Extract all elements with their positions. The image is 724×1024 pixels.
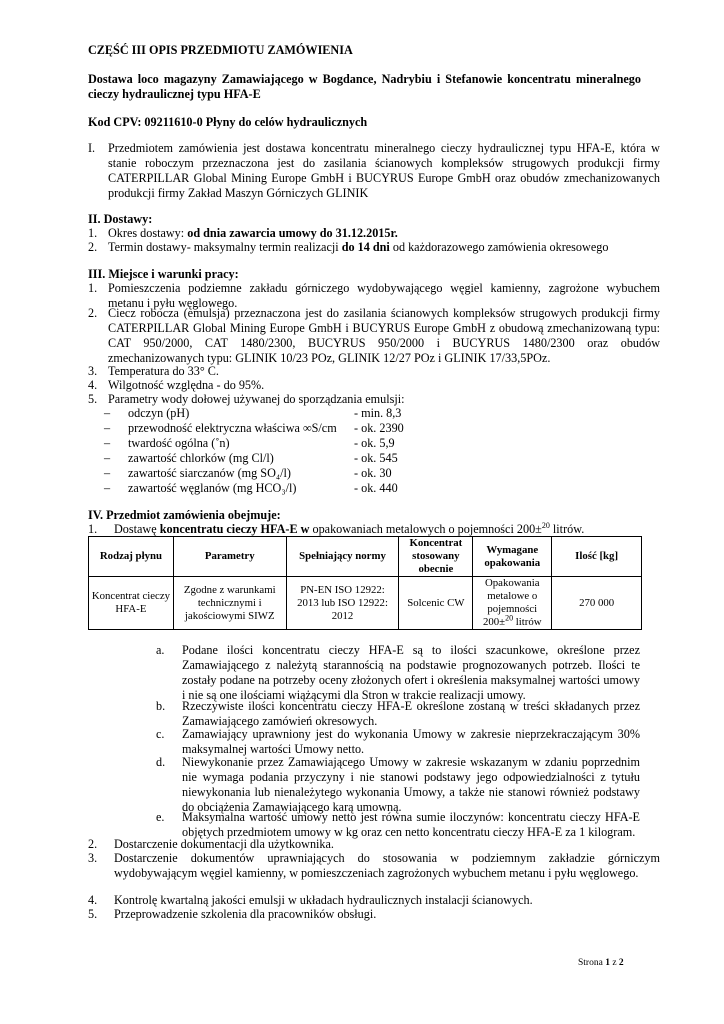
table-header: Ilość [kg]: [552, 537, 642, 577]
section-1-number: I.: [88, 141, 96, 155]
work-condition-4-number: 4.: [88, 378, 98, 392]
table-cell: PN-EN ISO 12922: 2013 lub ISO 12922: 2012: [286, 577, 399, 630]
param-name: twardość ogólna (˚n): [128, 436, 230, 450]
param-name: odczyn (pH): [128, 406, 190, 420]
param-name: zawartość siarczanów (mg SO₄/l): [128, 466, 291, 480]
packaging-end: litrów: [513, 616, 542, 628]
delivery-item-2-rest: od każdorazowego zamówienia okresowego: [389, 240, 609, 254]
table-header: Wymagane opakowania: [473, 537, 552, 577]
delivery-item-2-number: 2.: [88, 240, 98, 254]
order-item-number: 2.: [88, 837, 98, 851]
delivery-item-2-text: Termin dostawy- maksymalny termin realizacji: [108, 240, 342, 254]
delivery-item-1-number: 1.: [88, 226, 98, 240]
list-item-letter: a.: [156, 643, 165, 657]
work-condition-5-text: Parametry wody dołowej używanej do sporządzania emulsji:: [108, 392, 405, 406]
table-cell: Solcenic CW: [399, 577, 473, 630]
order-item-1-sup: 20: [541, 520, 550, 530]
param-name: przewodność elektryczna właściwa ∞S/cm: [128, 421, 337, 435]
param-value: - ok. 2390: [354, 421, 404, 435]
table-cell: Zgodne z warunkami technicznymi i jakościowymi SIWZ: [173, 577, 286, 630]
footer-total-pages: 2: [618, 958, 624, 968]
work-condition-1-text: Pomieszczenia podziemne zakładu górniczego wydobywającego węgiel kamienny, zagrożone wybuchem metanu i pyłu węglowego.: [108, 281, 660, 310]
order-item-text: Dostarczenie dokumentacji dla użytkownika.: [114, 837, 334, 851]
page-footer: [578, 956, 624, 971]
order-item-1-number: 1.: [88, 522, 98, 536]
table-header: Rodzaj płynu: [89, 537, 174, 577]
packaging-text: Opakowania metalowe o pojemności 200±: [482, 577, 540, 628]
order-item-1-bold: koncentratu cieczy HFA-E w: [159, 522, 310, 536]
param-dash: –: [104, 421, 111, 435]
delivery-item-1-text: Okres dostawy:: [108, 226, 188, 240]
section-1-text: Przedmiotem zamówienia jest dostawa koncentratu mineralnego cieczy hydraulicznej typu HFA-E, która w stanie roboczym przeznaczona jest do zasilania ścianowych kompleksów strugowych produkcji firmy CATERPILLAR Global Mining Europe GmbH i BUCYRUS Europe GmbH oraz obudów zmechanizowanych produkcji firmy Zakład Maszyn Górniczych GLINIK: [108, 141, 660, 200]
part-title: CZĘŚĆ III OPIS PRZEDMIOTU ZAMÓWIENIA: [88, 43, 353, 57]
param-name: zawartość chlorków (mg Cl/l): [128, 451, 274, 465]
section-4-heading: IV. Przedmiot zamówienia obejmuje:: [88, 508, 281, 522]
section-3-heading: III. Miejsce i warunki pracy:: [88, 267, 239, 281]
list-item-letter: b.: [156, 699, 166, 713]
cpv-code: Kod CPV: 09211610-0 Płyny do celów hydraulicznych: [88, 115, 368, 129]
order-item-text: Przeprowadzenie szkolenia dla pracowników obsługi.: [114, 907, 377, 921]
order-item-1-end: litrów.: [549, 522, 585, 536]
param-value: - ok. 440: [354, 481, 398, 495]
order-item-1-post: opakowaniach metalowych o pojemności 200±: [309, 522, 542, 536]
section-2-heading: II. Dostawy:: [88, 212, 153, 226]
footer-separator: z: [609, 958, 619, 968]
delivery-period: od dnia zawarcia umowy do 31.12.2015r.: [187, 226, 398, 240]
table-cell: 270 000: [552, 577, 642, 630]
param-dash: –: [104, 466, 111, 480]
list-item-text: Niewykonanie przez Zamawiającego Umowy w zakresie wskazanym w zdaniu poprzednim nie wymaga podania przyczyny i nie stanowi podstawy jego odpowiedzialności z tytułu niewykonania lub nienależytego wykonania Umowy, a także nie stanowi również podstawy do obciążenia Zamawiającego karą umowną.: [182, 755, 640, 814]
param-dash: –: [104, 481, 111, 495]
param-dash: –: [104, 406, 111, 420]
param-dash: –: [104, 451, 111, 465]
order-item-number: 3.: [88, 851, 98, 865]
param-value: - ok. 545: [354, 451, 398, 465]
list-item-text: Rzeczywiste ilości koncentratu cieczy HFA-E określone zostaną w treści składanych przez Zamawiającego zamówień okresowych.: [182, 699, 640, 728]
table-header: Spełniający normy: [286, 537, 399, 577]
table-row: [89, 577, 642, 630]
work-condition-5-number: 5.: [88, 392, 98, 406]
table-cell: Koncentrat cieczy HFA-E: [89, 577, 174, 630]
order-item-1-pre: Dostawę: [114, 522, 160, 536]
param-value: - ok. 30: [354, 466, 392, 480]
table-header: Koncentrat stosowany obecnie: [399, 537, 473, 577]
work-condition-4-text: Wilgotność względna - do 95%.: [108, 378, 265, 392]
param-name: zawartość węglanów (mg HCO₃/l): [128, 481, 297, 495]
subject-title: Dostawa loco magazyny Zamawiającego w Bogdance, Nadrybiu i Stefanowie koncentratu mineralnego cieczy hydraulicznej typu HFA-E: [88, 72, 641, 101]
list-item-letter: d.: [156, 755, 166, 769]
list-item-letter: c.: [156, 727, 165, 741]
param-value: - min. 8,3: [354, 406, 402, 420]
list-item-text: Podane ilości koncentratu cieczy HFA-E są to ilości szacunkowe, określone przez Zamawiającego z należytą starannością na podstawie prognozowanych potrzeb. Ilości te zostały podane na potrzeby oceny złożonych ofert i określenia maksymalnej wartości umowy i nie są one ilościami wiążącymi dla Stron w trakcie realizacji umowy.: [182, 643, 640, 702]
list-item-text: Zamawiający uprawniony jest do wykonania Umowy w zakresie nieprzekraczającym 30% maksymalnej wartości Umowy netto.: [182, 727, 640, 756]
list-item-text: Maksymalna wartość umowy netto jest równa sumie iloczynów: koncentratu cieczy HFA-E objętych przedmiotem umowy w kg oraz cen netto koncentratu cieczy HFA-E za 1 kilogram.: [182, 810, 640, 839]
footer-page-number: 1: [605, 958, 610, 968]
work-condition-1-number: 1.: [88, 281, 98, 295]
order-table: [88, 536, 642, 630]
param-value: - ok. 5,9: [354, 436, 395, 450]
work-condition-2-text: Ciecz robocza (emulsja) przeznaczona jest do zasilania ścianowych kompleksów strugowych produkcji firmy CATERPILLAR Global Mining Europe GmbH i BUCYRUS Europe GmbH z obudową zmechanizowaną typu: CAT 950/2000, CAT 1480/2300, BUCYRUS 950/2000 i BUCYRUS 1480/2300 oraz obudów zmechanizowanych typu: GLINIK 10/23 POz, GLINIK 12/27 POz i GLINIK 17/33,5POz.: [108, 306, 660, 365]
order-item-number: 4.: [88, 893, 98, 907]
delivery-deadline: do 14 dni: [341, 240, 390, 254]
param-dash: –: [104, 436, 111, 450]
table-header-row: [89, 537, 642, 577]
order-item-number: 5.: [88, 907, 98, 921]
order-item-text: Dostarczenie dokumentów uprawniających do stosowania w podziemnym zakładzie górniczym wydobywającym węgiel kamienny, w pomieszczeniach zagrożonych wybuchem metanu i pyłu węglowego.: [114, 851, 660, 880]
list-item-letter: e.: [156, 810, 165, 824]
packaging-sup: 20: [505, 613, 514, 623]
work-condition-2-number: 2.: [88, 306, 98, 320]
table-cell: [473, 577, 552, 630]
footer-label: Strona: [578, 958, 606, 968]
work-condition-3-text: Temperatura do 33° C.: [108, 364, 219, 378]
work-condition-3-number: 3.: [88, 364, 98, 378]
order-item-text: Kontrolę kwartalną jakości emulsji w układach hydraulicznych instalacji ścianowych.: [114, 893, 533, 907]
table-header: Parametry: [173, 537, 286, 577]
